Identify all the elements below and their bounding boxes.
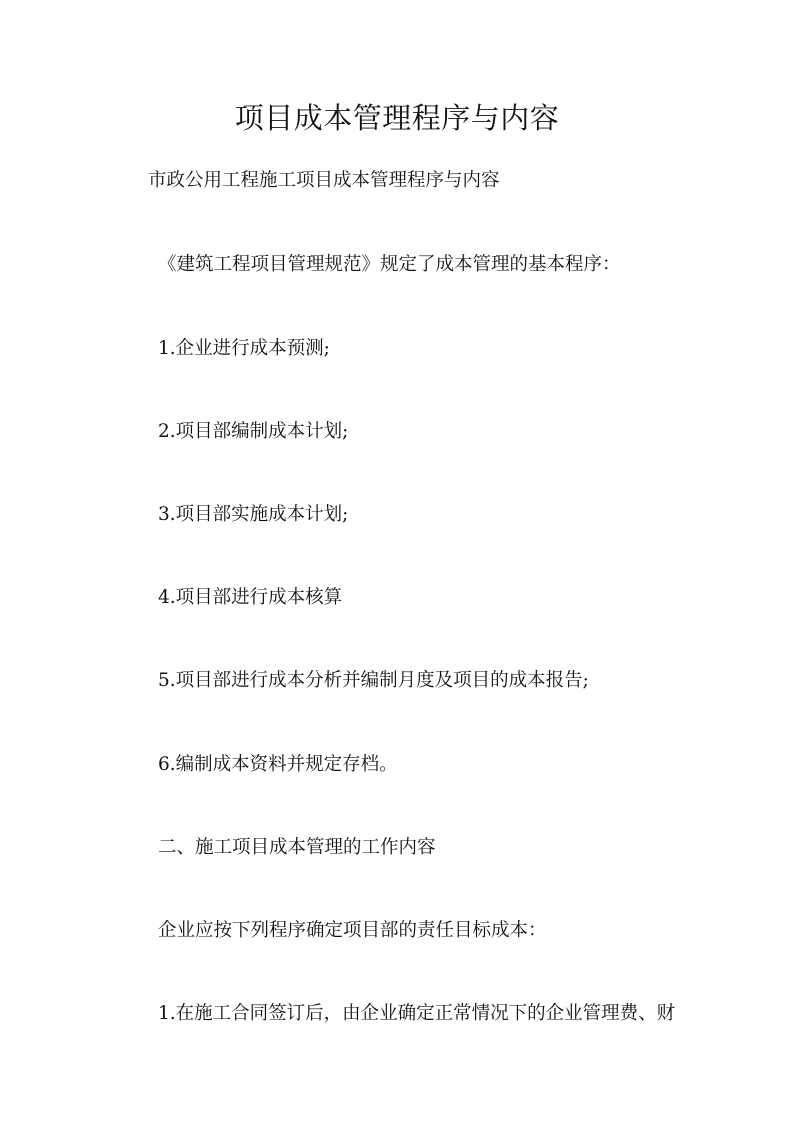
intro-paragraph: 《建筑工程项目管理规范》规定了成本管理的基本程序：: [158, 254, 621, 275]
step-item-3: 3.项目部实施成本计划;: [158, 504, 349, 525]
step-item-1: 1.企业进行成本预测;: [158, 338, 330, 359]
section-list-item-1: 1.在施工合同签订后，由企业确定正常情况下的企业管理费、财: [158, 1003, 676, 1024]
step-item-6: 6.编制成本资料并规定存档。: [158, 754, 398, 775]
step-item-5: 5.项目部进行成本分析并编制月度及项目的成本报告;: [158, 670, 589, 691]
step-item-4: 4.项目部进行成本核算: [158, 587, 343, 608]
section-heading: 二、施工项目成本管理的工作内容: [158, 837, 436, 858]
step-item-2: 2.项目部编制成本计划;: [158, 421, 349, 442]
document-title: 项目成本管理程序与内容: [234, 101, 560, 135]
section-intro-paragraph: 企业应按下列程序确定项目部的责任目标成本：: [158, 920, 547, 941]
document-subtitle: 市政公用工程施工项目成本管理程序与内容: [148, 170, 500, 191]
